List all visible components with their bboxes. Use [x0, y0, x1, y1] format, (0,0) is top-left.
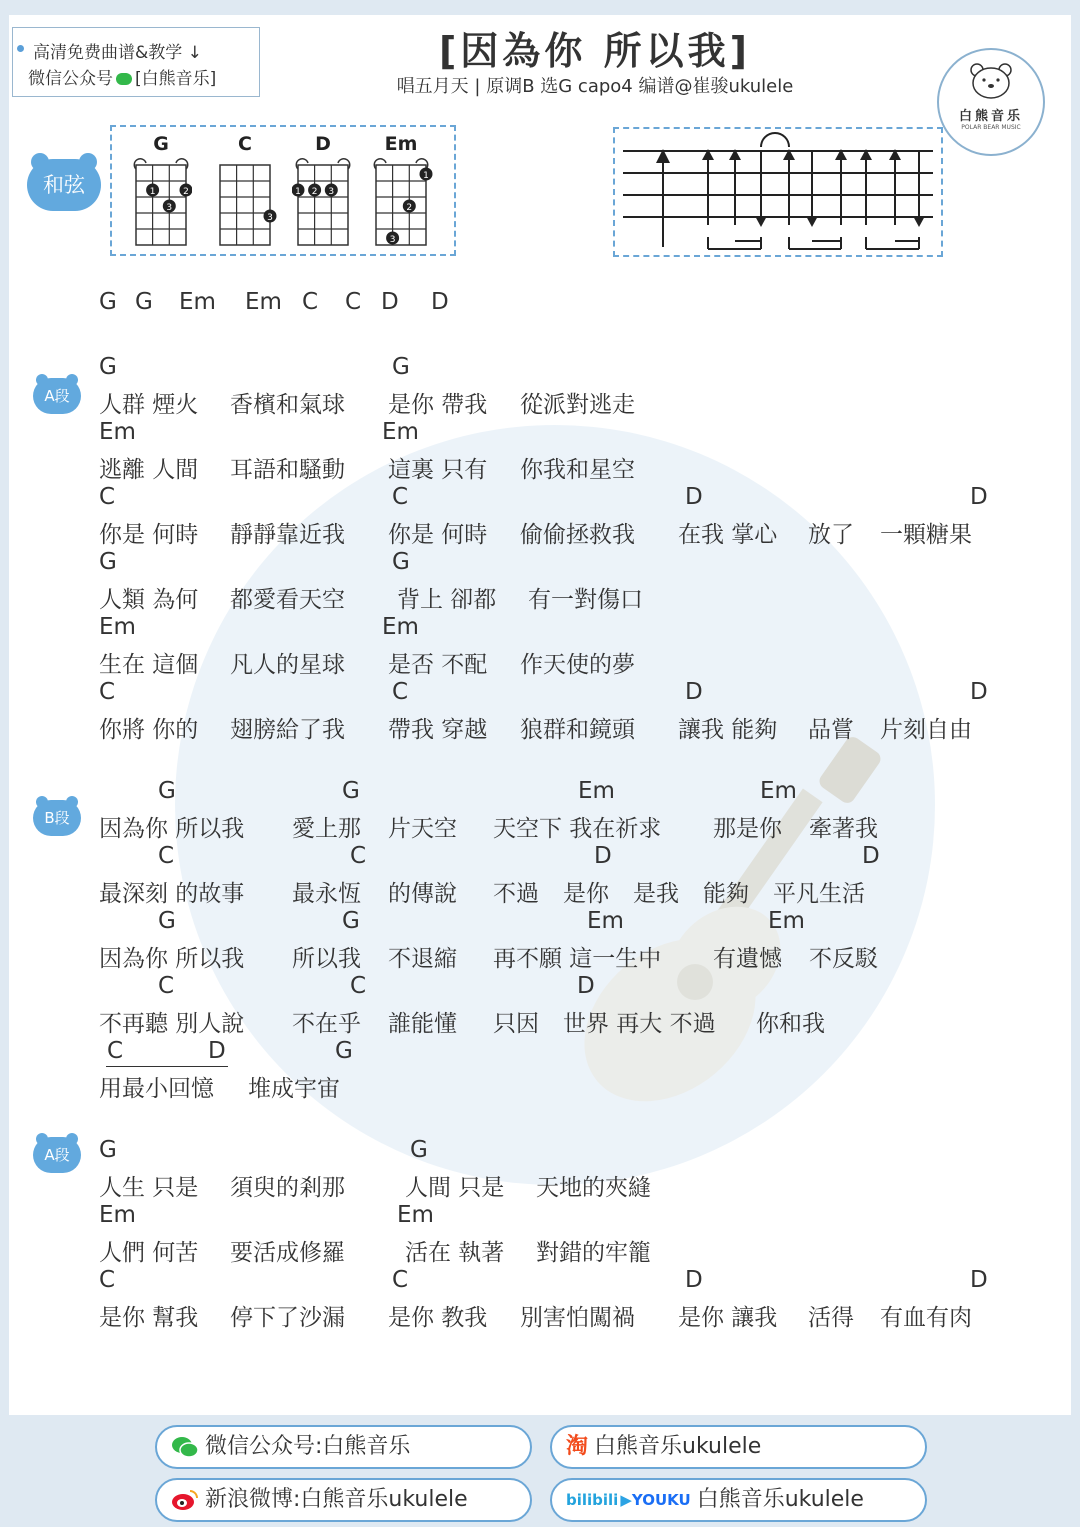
lyric-phrase: 牽著我 — [809, 816, 878, 842]
lyric-phrase: 從派對逃走 — [520, 392, 635, 418]
lyric-phrase: 讓我 能夠 — [678, 717, 778, 743]
lyric-phrase: 須臾的剎那 — [230, 1175, 345, 1201]
svg-text:3: 3 — [328, 187, 335, 197]
chord-row — [0, 354, 1080, 384]
chord-row — [0, 614, 1080, 644]
lyric-phrase: 片天空 — [388, 816, 457, 842]
lyric-phrase: 帶我 穿越 — [388, 717, 488, 743]
chord-row — [0, 419, 1080, 449]
chord-label: D — [970, 1267, 988, 1293]
lyric-phrase: 你和我 — [756, 1011, 825, 1037]
chord-label: Em — [179, 289, 216, 315]
promo-wechat-label: 微信公众号 — [28, 69, 113, 89]
lyric-row — [0, 1169, 1080, 1199]
lyric-phrase: 你是 何時 — [99, 522, 199, 548]
lyric-phrase: 是你 讓我 — [678, 1305, 778, 1331]
promo-line-1: 高清免费曲谱&教学 ↓ — [33, 43, 202, 63]
section-a2-label: A段 — [33, 1137, 81, 1173]
weibo-icon — [171, 1488, 199, 1512]
chord-diagram-c — [214, 133, 276, 248]
promo-line-2 — [28, 64, 216, 89]
lyric-phrase: 一顆糖果 — [880, 522, 972, 548]
svg-text:3: 3 — [267, 213, 273, 223]
wechat-icon — [116, 73, 132, 85]
chord-name: D — [315, 133, 331, 155]
lyric-phrase: 凡人的星球 — [230, 652, 345, 678]
lyric-phrase: 活得 — [808, 1305, 854, 1331]
chord-label: Em — [397, 1202, 434, 1228]
lyric-phrase: 堆成宇宙 — [248, 1076, 340, 1102]
footer-weibo-text: 新浪微博:白熊音乐ukulele — [205, 1487, 468, 1512]
lyric-phrase: 天地的夾縫 — [536, 1175, 651, 1201]
lyric-phrase: 這裏 只有 — [388, 457, 488, 483]
lyric-phrase: 是你 帶我 — [388, 392, 488, 418]
svg-text:1: 1 — [149, 187, 156, 197]
chord-row — [0, 1137, 1080, 1167]
chord-label: C — [302, 289, 319, 315]
chord-label: C — [158, 973, 175, 999]
chord-label: C — [350, 843, 367, 869]
chord-row — [0, 908, 1080, 938]
chord-label: C — [392, 679, 409, 705]
song-subtitle: 唱五月天 | 原调B 选G capo4 编谱@崔骏ukulele — [396, 76, 794, 97]
chord-label: C — [392, 484, 409, 510]
section-b-label: B段 — [33, 800, 81, 836]
promo-account-name: [白熊音乐] — [135, 69, 217, 89]
chord-row — [0, 1202, 1080, 1232]
chord-label: G — [392, 354, 410, 380]
top-bar — [0, 0, 1080, 15]
svg-text:1: 1 — [295, 187, 301, 197]
fretboard-em-icon — [370, 155, 436, 247]
youku-icon: ▶YOUKU — [620, 1491, 691, 1509]
youku-logo-text: YOUKU — [631, 1491, 691, 1509]
lyric-phrase: 活在 執著 — [405, 1240, 505, 1266]
svg-text:3: 3 — [389, 235, 396, 245]
lyric-phrase: 有血有肉 — [880, 1305, 972, 1331]
lyric-phrase: 不反駁 — [809, 946, 878, 972]
chord-name: G — [153, 133, 169, 155]
lyric-phrase: 不退縮 — [388, 946, 457, 972]
chord-label: G — [99, 1137, 117, 1163]
chord-label: D — [577, 973, 595, 999]
lyric-phrase: 作天使的夢 — [520, 652, 635, 678]
lyric-phrase: 你將 你的 — [99, 717, 199, 743]
lyric-phrase: 所以我 — [292, 946, 361, 972]
lyric-phrase: 人生 只是 — [99, 1175, 199, 1201]
footer-wechat[interactable] — [155, 1425, 532, 1469]
polar-bear-icon — [939, 50, 1043, 110]
footer-weibo[interactable] — [155, 1478, 532, 1522]
lyric-phrase: 逃離 人間 — [99, 457, 199, 483]
lyric-phrase: 有一對傷口 — [528, 587, 643, 613]
lyric-row — [0, 581, 1080, 611]
chord-row — [0, 549, 1080, 579]
chord-label: D — [685, 484, 703, 510]
chord-label: D — [208, 1038, 226, 1064]
chord-row — [0, 1267, 1080, 1297]
svg-text:2: 2 — [183, 187, 189, 197]
lyric-phrase: 是你 幫我 — [99, 1305, 199, 1331]
chord-label: Em — [768, 908, 805, 934]
chord-label: D — [970, 679, 988, 705]
chord-tie-line — [106, 1066, 228, 1067]
fretboard-d-icon — [292, 155, 358, 247]
chords-badge — [27, 153, 101, 211]
chord-label: C — [158, 843, 175, 869]
wechat-icon — [171, 1436, 199, 1458]
footer-bili-text: 白熊音乐ukulele — [696, 1487, 864, 1512]
lyric-phrase: 片刻自由 — [880, 717, 972, 743]
bullet-dot-icon — [17, 45, 24, 52]
strum-pattern-icon — [615, 129, 941, 255]
chord-label: Em — [99, 614, 136, 640]
lyric-phrase: 最永恆 — [292, 881, 361, 907]
polar-bear-music-logo — [937, 48, 1045, 156]
lyric-row — [0, 875, 1080, 905]
lyric-row — [0, 810, 1080, 840]
chord-row — [0, 679, 1080, 709]
lyric-row — [0, 1234, 1080, 1264]
song-title: [因為你 所以我] — [439, 29, 751, 73]
chord-label: G — [392, 549, 410, 575]
svg-text:1: 1 — [423, 171, 429, 181]
lyric-row — [0, 386, 1080, 416]
footer-bilibili-youku[interactable] — [550, 1478, 927, 1522]
fretboard-g-icon — [130, 155, 192, 247]
chord-row — [0, 973, 1080, 1003]
lyric-row — [0, 646, 1080, 676]
lyric-phrase: 對錯的牢籠 — [536, 1240, 651, 1266]
logo-cn-text: 白熊音乐 — [958, 109, 1023, 124]
chord-label: G — [342, 908, 360, 934]
lyric-row — [0, 516, 1080, 546]
chord-label: D — [381, 289, 399, 315]
lyric-row — [0, 1070, 1080, 1100]
chord-label: G — [410, 1137, 428, 1163]
lyric-phrase: 因為你 所以我 — [99, 946, 245, 972]
lyric-phrase: 能夠 — [703, 881, 749, 907]
lyric-phrase: 因為你 所以我 — [99, 816, 245, 842]
lyric-phrase: 是否 不配 — [388, 652, 488, 678]
lyric-phrase: 世界 再大 不過 — [563, 1011, 716, 1037]
lyric-phrase: 人群 煙火 — [99, 392, 199, 418]
lyric-phrase: 香檳和氣球 — [230, 392, 345, 418]
chord-label: Em — [578, 778, 615, 804]
lyric-phrase: 偷偷拯救我 — [520, 522, 635, 548]
lyric-phrase: 別害怕闖禍 — [520, 1305, 635, 1331]
chord-label: C — [99, 1267, 116, 1293]
intro-chords — [0, 289, 1080, 319]
chord-label: C — [392, 1267, 409, 1293]
chord-label: Em — [382, 419, 419, 445]
lyric-phrase: 的傳說 — [388, 881, 457, 907]
lyric-phrase: 品嘗 — [808, 717, 854, 743]
lyric-phrase: 不過 — [493, 881, 539, 907]
chord-label: C — [99, 679, 116, 705]
chord-label: Em — [587, 908, 624, 934]
lyric-row — [0, 1299, 1080, 1329]
footer-taobao[interactable] — [550, 1425, 927, 1469]
lyric-phrase: 有遺憾 — [713, 946, 782, 972]
chord-label: C — [107, 1038, 124, 1064]
chord-label: Em — [245, 289, 282, 315]
lyric-phrase: 誰能懂 — [388, 1011, 457, 1037]
lyric-phrase: 只因 — [493, 1011, 539, 1037]
taobao-icon: 淘 — [566, 1434, 589, 1459]
lyric-phrase: 天空下 我在祈求 — [493, 816, 662, 842]
lyric-phrase: 生在 這個 — [99, 652, 199, 678]
lyric-phrase: 是你 — [563, 881, 609, 907]
lyric-phrase: 你我和星空 — [520, 457, 635, 483]
chord-label: Em — [99, 419, 136, 445]
chord-label: D — [970, 484, 988, 510]
lyric-phrase: 耳語和騷動 — [230, 457, 345, 483]
lyric-row — [0, 711, 1080, 741]
svg-text:3: 3 — [166, 203, 173, 213]
logo-en-text: POLAR BEAR MUSIC — [961, 124, 1021, 131]
lyric-phrase: 要活成修羅 — [230, 1240, 345, 1266]
lyric-phrase: 愛上那 — [292, 816, 361, 842]
lyric-phrase: 你是 何時 — [388, 522, 488, 548]
lyric-phrase: 在我 掌心 — [678, 522, 778, 548]
lyric-phrase: 用最小回憶 — [99, 1076, 214, 1102]
chord-label: G — [158, 908, 176, 934]
section-a-label: A段 — [33, 378, 81, 414]
lyric-phrase: 停下了沙漏 — [230, 1305, 345, 1331]
fretboard-c-icon — [214, 155, 280, 247]
chord-name: C — [238, 133, 252, 155]
chord-diagram-em — [370, 133, 432, 248]
chord-label: D — [594, 843, 612, 869]
chord-row — [0, 1038, 1080, 1068]
chord-label: D — [685, 1267, 703, 1293]
lyric-row — [0, 1005, 1080, 1035]
chord-label: G — [342, 778, 360, 804]
lyric-phrase: 是我 — [633, 881, 679, 907]
lyric-phrase: 人們 何苦 — [99, 1240, 199, 1266]
chord-label: G — [335, 1038, 353, 1064]
svg-text:2: 2 — [406, 203, 413, 213]
lyric-row — [0, 451, 1080, 481]
chord-row — [0, 843, 1080, 873]
lyric-phrase: 人間 只是 — [405, 1175, 505, 1201]
chord-label: C — [99, 484, 116, 510]
chord-label: D — [431, 289, 449, 315]
lyric-phrase: 放了 — [808, 522, 854, 548]
promo-box — [12, 27, 260, 97]
chords-badge-label: 和弦 — [27, 159, 101, 211]
lyric-phrase: 最深刻 的故事 — [99, 881, 245, 907]
lyric-phrase: 背上 卻都 — [397, 587, 497, 613]
lyric-phrase: 都愛看天空 — [230, 587, 345, 613]
svg-text:2: 2 — [311, 187, 318, 197]
lyric-phrase: 那是你 — [713, 816, 782, 842]
lyric-phrase: 不再聽 別人說 — [99, 1011, 245, 1037]
lyric-phrase: 再不願 這一生中 — [493, 946, 662, 972]
lyric-phrase: 不在乎 — [292, 1011, 361, 1037]
lyric-phrase: 翅膀給了我 — [230, 717, 345, 743]
lyric-row — [0, 940, 1080, 970]
chord-label: G — [99, 354, 117, 380]
chord-row — [0, 484, 1080, 514]
chord-diagrams-box — [110, 125, 456, 256]
chord-label: Em — [760, 778, 797, 804]
chord-row — [0, 778, 1080, 808]
chord-label: G — [135, 289, 153, 315]
chord-name: Em — [384, 133, 418, 155]
chord-label: Em — [99, 1202, 136, 1228]
chord-label: D — [685, 679, 703, 705]
chord-label: D — [862, 843, 880, 869]
bilibili-icon: bilibili — [566, 1491, 619, 1509]
chord-diagram-g — [130, 133, 192, 248]
lyric-phrase: 平凡生活 — [773, 881, 865, 907]
lyric-phrase: 狼群和鏡頭 — [520, 717, 635, 743]
chord-label: C — [345, 289, 362, 315]
footer-taobao-text: 白熊音乐ukulele — [594, 1434, 762, 1459]
lyric-phrase: 靜靜靠近我 — [230, 522, 345, 548]
chord-label: G — [99, 549, 117, 575]
lyric-phrase: 人類 為何 — [99, 587, 199, 613]
chord-diagram-d — [292, 133, 354, 248]
chord-label: G — [99, 289, 117, 315]
chord-label: Em — [382, 614, 419, 640]
lyric-phrase: 是你 教我 — [388, 1305, 488, 1331]
chord-label: G — [158, 778, 176, 804]
strum-pattern-box — [613, 127, 943, 257]
footer-wechat-text: 微信公众号:白熊音乐 — [205, 1434, 411, 1459]
chord-label: C — [350, 973, 367, 999]
